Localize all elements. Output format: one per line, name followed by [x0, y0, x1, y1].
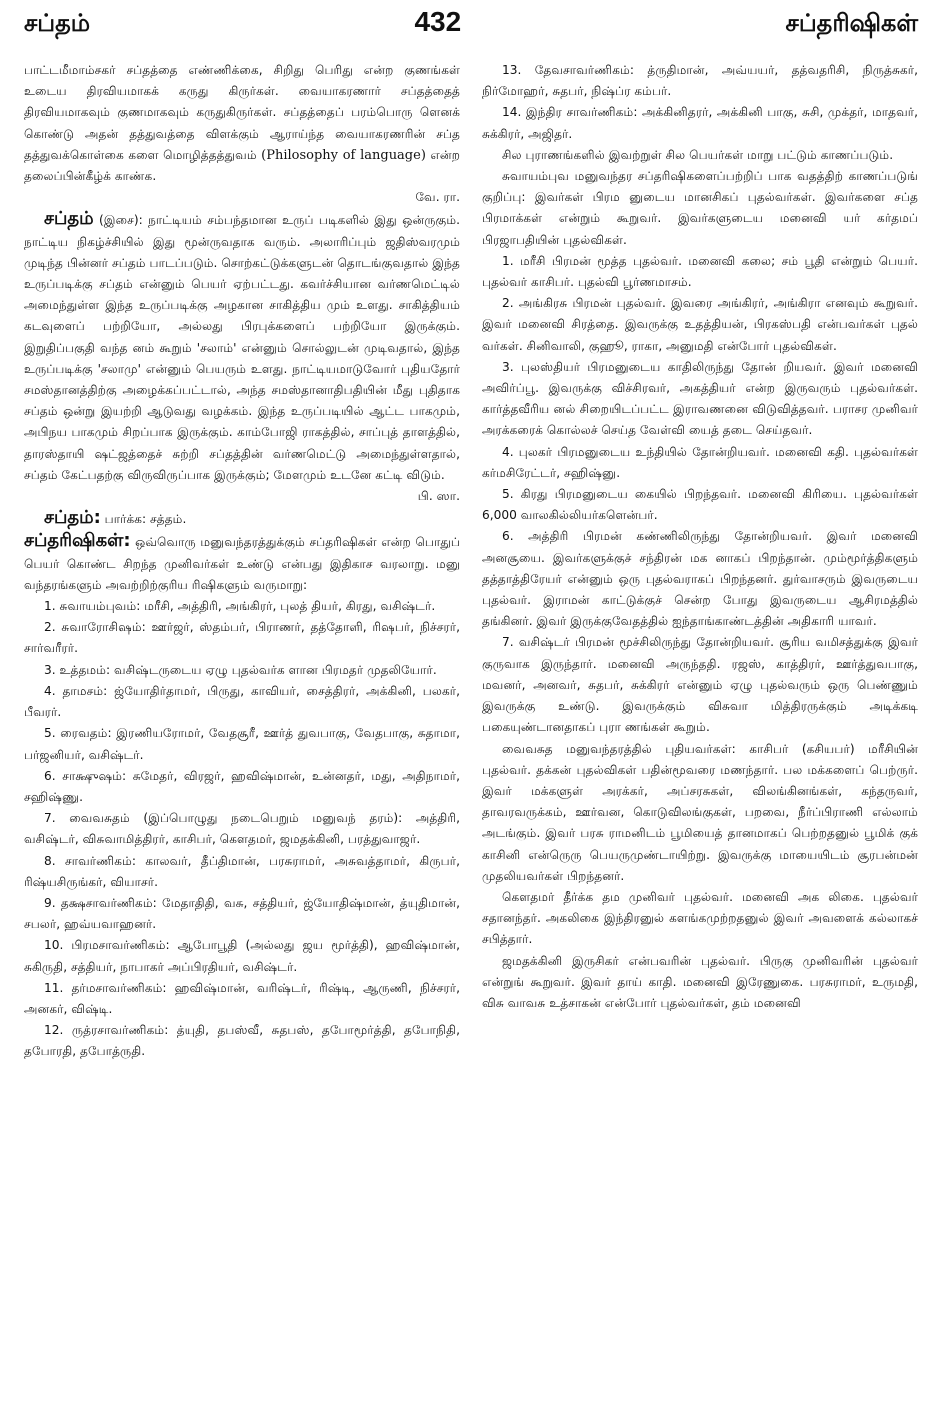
list-item: 3. புலஸ்தியர் பிரமனுடைய காதிலிருந்து தோன் றியவர். இவர் மனைவி அவிர்ப்பூ. இவருக்கு விச்சிரவர், அகத்தியர் என்ற இருவரும் புதல்வர்கள். கார்த்தவீரிய னல் சிறையிடப்பட்ட இராவணனை விடுவித்தவர். பராசர முனிவர் அரக்கரைக் கொல்லச் செய்த வேள்வி யைத் தடை செய்தவர்.	[482, 359, 918, 438]
page-header	[24, 6, 918, 46]
entry-paragraph: சப்தம்: பார்க்க: சத்தம்.	[44, 507, 187, 529]
list-item: 1. சுவாயம்புவம்: மரீசி, அத்திரி, அங்கிரர், புலத் தியர், கிரது, வசிஷ்டர்.	[44, 599, 436, 614]
list-item: 12. ருத்ரசாவர்ணிகம்: த்யுதி, தபஸ்வீ, சுதபஸ், தபோமூர்த்தி, தபோநிதி, தபோரதி, தபோத்ருதி.	[24, 1023, 460, 1059]
entry-paragraph: வைவசுத மனுவந்தரத்தில் புதியவர்கள்: காசிபர் (கசியபர்) மரீசியின் புதல்வர். தக்கன் புதல்விகள் பதின்மூவரை மணந்தார். பல மக்களைப் பெற்ருர். இவர் மக்களுள் அரக்கர், அப்சரசுகள், விலங்கினங்கள், கந்தருவர், தாவரவருக்கம், ஊர்வன, கொடுவிலங்குகள், பறவை, நீர்ப்பிராணி எல்லாம் அடங்கும். இவர் பரசு ராமனிடம் பூமியைத் தானமாகப் பெற்றதனுல் பூமிக் குக் காசினி என்ருெரு பெயருமுண்டாயிற்று. இவருக்கு மாயையிடம் சூரபன்மன் முதலியவர்கள் பிறந்தனர்.	[482, 741, 918, 883]
list-item: 1. மரீசி பிரமன் மூத்த புதல்வர். மனைவி கலை; சம் பூதி என்றும் பெயர். புதல்வர் காசிபர். புதல்வி பூர்ணமாசம்.	[482, 253, 918, 290]
list-item: 2. சுவாரோசிஷம்: ஊர்ஜர், ஸ்தம்பர், பிராணர், தத்தோளி, ரிஷபர், நிச்சரர், சார்வரீரர்.	[24, 620, 460, 656]
list-item: 5. கிரது பிரமனுடைய கையில் பிறந்தவர். மனைவி கிரியை. புதல்வர்கள் 6,000 வாலகில்லியர்களென்பர்.	[482, 487, 918, 523]
headword: சப்தரிஷிகள்:	[24, 530, 131, 552]
list-item: 6. அத்திரி பிரமன் கண்ணிலிருந்து தோன்றியவர். இவர் மனைவி அனசூயை. இவர்களுக்குச் சந்திரன் மக னாகப் பிறந்தான். மும்மூர்த்திகளும் தத்தாத்திரேயர் என்னும் ஒரு புதல்வராகப் பிறந்தனர். துர்வாசரும் இவருடைய புதல்வர். இராமன் காட்டுக்குச் சென்ற போது இவருடைய ஆசிரமத்தில் தங்கினர். இவர் இருக்குவேதத்தில் ஐந்தாங்காண்டத்தின் அதிகாரி யாவர்.	[482, 529, 918, 629]
columns	[24, 60, 918, 1063]
list-item: 4. புலகர் பிரமனுடைய உந்தியில் தோன்றியவர். மனைவி கதி. புதல்வர்கள் கர்மசிரேட்டர், சஹிஷ்னு.	[482, 444, 918, 480]
list-item: 14. இந்திர சாவர்ணிகம்: அக்கினிதரர், அக்கினி பாகு, சுசி, முக்தர், மாதவர், சுக்கிரர், அஜிதர்.	[482, 105, 918, 141]
list-item: 7. வசிஷ்டர் பிரமன் மூச்சிலிருந்து தோன்றியவர். சூரிய வமிசத்துக்கு இவர் குருவாக இருந்தார். மனைவி அருந்ததி. ரஜஸ், காத்திரர், ஊர்த்துவபாகு, மவனர், அனவர், சுதபர், சுக்கிரர் என்னும் ஏழு புதல்வரும் ஒரு பெண்ணும் இவருக்கு உண்டு. இவருக்கும் விசுவா மித்திரருக்கும் அடிக்கடி பகையுண்டானதாகப் புரா ணங்கள் கூறும்.	[482, 635, 918, 735]
entry-paragraph: சுவாயம்புவ மனுவந்தர சப்தரிஷிகளைப்பற்றிப் பாக வதத்திற் காணப்படுங் குறிப்பு: இவர்கள் பிரம னுடைய மானசிகப் புதல்வர்கள். இவர்களை சப்த பிரமாக்கள் என்றும் கூறுவர். இவர்களுடைய மனைவி யர் கர்தமப் பிரஜாபதியின் புதல்விகள்.	[482, 169, 918, 247]
entry-paragraph: பாட்டமீமாம்சகர் சப்தத்தை எண்ணிக்கை, சிறிது பெரிது என்ற குணங்கள் உடைய திரவியமாகக் கருது கிருர்கள். வையாகரணார் சப்தத்தைத் திரவியமாகவும் குணமாகவும் கருதுகிருர்கள். சப்தத்தைப் பரம்பொரு ளெனக் கொண்டு அதன் தத்துவத்தை விளக்கும் ஆராய்ந்த வையாகரணரின் சப்த தத்துவக்கொள்கை களை மொழித்தத்துவம் (Philosophy of language) என்ற தலைப்பின்கீழ்க் காண்க. வே. ரா.	[24, 60, 460, 208]
left-column	[24, 60, 460, 1063]
entry-paragraph: கௌதமர் தீர்க்க தம முனிவர் புதல்வர். மனைவி அக லிகை. புதல்வர் சதானந்தர். அகலிகை இந்திரனுல் களங்கமுற்றதனுல் இவர் அவளைக் கல்லாகச் சபித்தார்.	[482, 889, 918, 947]
list-item: 2. அங்கிரசு பிரமன் புதல்வர். இவரை அங்கிரர், அங்கிரா எனவும் கூறுவர். இவர் மனைவி சிரத்தை. இவருக்கு உதத்தியன், பிரகஸ்பதி என்பவர்கள் புதல் வர்கள். சினிவாலி, குஹூ, ராகா, அனுமதி என்போர் புதல்விகள்.	[482, 296, 918, 353]
list-item: 13. தேவசாவர்ணிகம்: த்ருதிமான், அவ்யயர், தத்வதரிசி, நிருத்சுகர், நிர்மோஹர், சுதபர், நிஷ்ப்ர கம்பர்.	[482, 63, 918, 99]
entry-paragraph: சில புராணங்களில் இவற்றுள் சில பெயர்கள் மாறு பட்டும் காணப்படும்.	[502, 147, 894, 162]
author-signature: வே. ரா.	[415, 190, 460, 205]
list-item: 5. ரைவதம்: இரணியரோமர், வேதசூரீ, ஊர்த் துவபாகு, வேதபாகு, சுதாமா, பர்ஜனியர், வசிஷ்டர்.	[24, 726, 460, 762]
list-item: 7. வைவசுதம் (இப்பொழுது நடைபெறும் மனுவந் தரம்): அத்திரி, வசிஷ்டர், விசுவாமித்திரர், காசிபர், கௌதமர், ஜமதக்கினி, பரத்துவாஜர்.	[24, 811, 460, 847]
list-item: 8. சாவர்ணிகம்: காலவர், தீப்திமான், பரசுராமர், அசுவத்தாமர், கிருபர், ரிஷ்யசிருங்கர், வியாசர்.	[24, 853, 460, 889]
list-item: 11. தர்மசாவர்ணிகம்: ஹவிஷ்மான், வரிஷ்டர், ரிஷ்டி, ஆருணி, நிச்சரர், அனகர், விஷ்டி.	[24, 980, 460, 1016]
headword: சப்தம்:	[44, 507, 101, 529]
right-column	[482, 60, 918, 1063]
page-number: 432	[414, 6, 462, 37]
header-right-word: சப்தரிஷிகள்	[785, 9, 918, 37]
entry-paragraph: சப்தம் (இசை): நாட்டியம் சம்பந்தமான உருப் படிகளில் இது ஒன்ருகும். நாட்டிய நிகழ்ச்சியில் இது மூன்ருவதாக வரும். அலாரிப்பும் ஜதிஸ்வரமும் முடிந்த பின்னர் சப்தம் பாடப்படும். சொற்கட்டுக்களுடன் தொடங்குவதால் இந்த உருப்படிக்கு சப்தம் என்னும் பெயர் ஏற்பட்டது. கவர்ச்சியான வர்ணமெட்டில் அமைந்துள்ள இந்த உருப்படிக்கு அழகான சாகித்திய மும் உளது. சாகித்தியம் கடவுளைப் பற்றியோ, அல்லது பிரபுக்களைப் பற்றியோ இருக்கும். இறுதிப்பகுதி வந்த னம் கூறும் 'சலாம்' என்னும் சொல்லுடன் முடிவதால், இந்த உருப்படிக்கு 'சலாமு' என்னும் பெயரும் உளது. நாட்டியமாடுவோர் புதியதோர் சமஸ்தானத்திற்கு அழைக்கப்பட்டால், அந்த சமஸ்தானாதிபதியின் மீது புதிதாக சப்தம் ஒன்று இயற்றி ஆடுவது வழக்கம். இந்த உருப்படியில் ஆட்ட பாகமும், அபிநய பாகமும் சிறப்பாக இருக்கும். காம்போஜி ராகத்தில், சாப்புத் தாளத்தில், தாரஸ்தாயி ஷட்ஜத்தைச் சுற்றி சப்தத்தின் வர்ணமெட்டு அமைந்துள்ளதால், சப்தம் கேட்பதற்கு விருவிருப்பாக இருக்கும்; மேளமும் உடனே கட்டி விடும். பி. ஸா.	[24, 208, 460, 507]
headword: சப்தம்	[44, 208, 94, 230]
header-left-word: சப்தம்	[24, 9, 91, 37]
list-item: 3. உத்தமம்: வசிஷ்டருடைய ஏழு புதல்வர்க ளான பிரமதர் முதலியோர்.	[44, 662, 437, 677]
author-signature: பி. ஸா.	[417, 489, 460, 504]
list-item: 6. சாக்ஷுஷம்: சுமேதர், விரஜர், ஹவிஷ்மான், உன்னதர், மது, அதிநாமர், சஹிஷ்ணு.	[24, 768, 460, 804]
list-item: 9. தக்ஷசாவர்ணிகம்: மேதாதிதி, வசு, சத்தியர், ஜ்யோதிஷ்மான், த்யுதிமான், சபலர், ஹவ்யவாஹனர்.	[24, 895, 460, 932]
entry-paragraph: ஜமதக்கினி இருசிகர் என்பவரின் புதல்வர். பிருகு முனிவரின் புதல்வர் என்றுங் கூறுவர். இவர் தாய் காதி. மனைவி இரேணுகை. பரசுராமர், உருமதி, விசு வாவசு உத்சாகன் என்போர் புதல்வர்கள், தம் மனைவி	[482, 953, 918, 1010]
list-item: 10. பிரமசாவர்ணிகம்: ஆபோபூதி (அல்லது ஜய மூர்த்தி), ஹவிஷ்மான், சுகிருதி, சத்தியர், நாபாகர் அப்பிரதியர், வசிஷ்டர்.	[24, 938, 460, 974]
list-item: 4. தாமசம்: ஜ்யோதிர்தாமர், பிருது, காவியர், சைத்திரர், அக்கினி, பலகர், பீவரர்.	[24, 683, 460, 720]
entry-paragraph: சப்தரிஷிகள்: ஒவ்வொரு மனுவந்தரத்துக்கும் சப்தரிஷிகள் என்ற பொதுப் பெயர் கொண்ட சிறந்த முனிவர்கள் உண்டு என்பது இதிகாச வரலாறு. மனு வந்தரங்களும் அவற்றிற்குரிய ரிஷிகளும் வருமாறு:	[24, 530, 460, 592]
